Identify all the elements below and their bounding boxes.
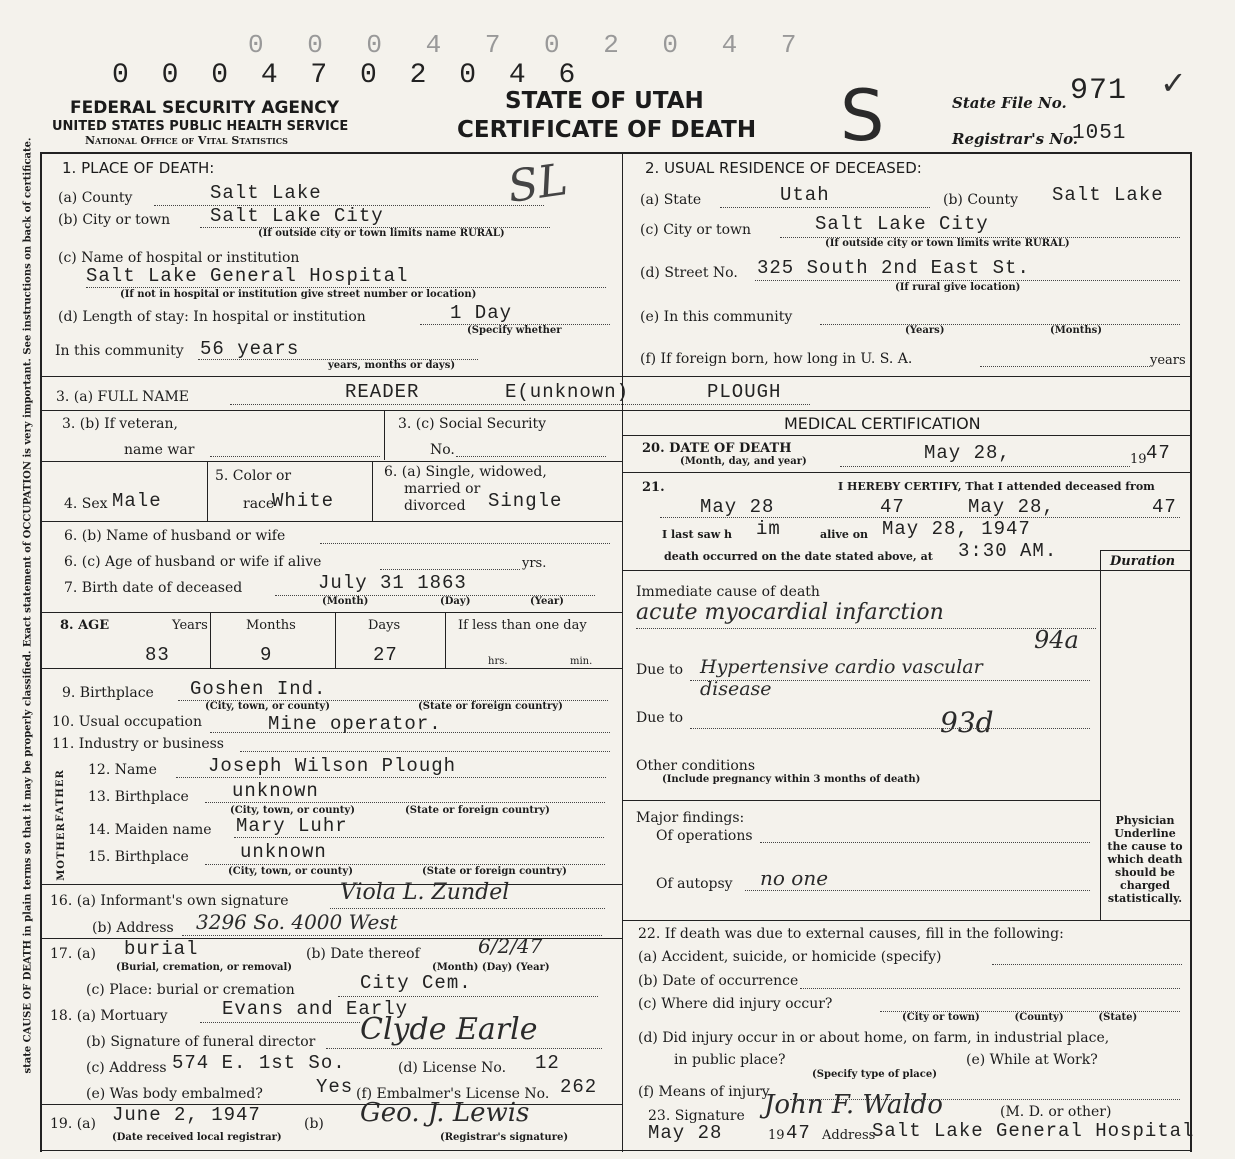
last-saw: im [756, 518, 781, 540]
first-name: READER [345, 381, 420, 403]
occurred-label: death occurred on the date stated above, at [664, 550, 933, 563]
min-unit: min. [570, 656, 593, 667]
birthplace: Goshen Ind. [190, 678, 327, 700]
duration-header: Duration [1110, 554, 1176, 569]
md-note: (M. D. or other) [1000, 1104, 1112, 1120]
frame-right [1190, 152, 1192, 1152]
color-label: 5. Color or [215, 468, 292, 484]
attended-from: May 28 [700, 496, 775, 518]
state-file-label: State File No. [952, 94, 1067, 112]
res-city-label: (c) City or town [640, 222, 752, 238]
certify-statement: I HEREBY CERTIFY, That I attended deceased from [838, 480, 1155, 493]
embalmer-license: 262 [560, 1076, 598, 1098]
years-header: Years [172, 618, 208, 633]
attended-to: May 28, [968, 496, 1055, 518]
marital-label: 6. (a) Single, widowed, [384, 464, 547, 480]
informant-address: 3296 So. 4000 West [196, 910, 398, 934]
ext-type-note: (Specify type of place) [812, 1069, 937, 1080]
res-months-note: (Months) [1050, 325, 1102, 336]
hospital-note: (If not in hospital or institution give street number or location) [120, 289, 477, 300]
burial-label: 17. (a) [50, 946, 96, 962]
ss-label: 3. (c) Social Security [398, 416, 547, 432]
date-received: June 2, 1947 [112, 1104, 261, 1126]
ext-means-label: (f) Means of injury [638, 1084, 770, 1100]
father-note-state: (State or foreign country) [405, 805, 550, 816]
signature-date: May 28 [648, 1122, 723, 1144]
time-of-death: 3:30 AM. [958, 540, 1058, 562]
mother-birthplace: unknown [240, 841, 327, 863]
marital-status: Single [488, 490, 563, 512]
middle-name: E(unknown) [505, 381, 630, 403]
birthplace-label: 9. Birthplace [62, 685, 154, 701]
burial-date: 6/2/47 [478, 934, 543, 958]
ext-public-label: in public place? [674, 1052, 786, 1068]
city-note: (If outside city or town limits name RURAL) [258, 228, 505, 239]
sig-year-prefix: 19 [768, 1128, 785, 1143]
marital-label-2: married or [404, 481, 481, 497]
physician-signature: John F. Waldo [764, 1090, 943, 1120]
mother-side-label: MOTHER [55, 822, 67, 881]
age-years: 83 [145, 644, 170, 666]
veteran-label: 3. (b) If veteran, [62, 416, 178, 432]
res-community-label: (e) In this community [640, 309, 793, 325]
ext-date-label: (b) Date of occurrence [638, 973, 799, 989]
other-conditions-label: Other conditions [636, 758, 756, 774]
res-street: 325 South 2nd East St. [757, 257, 1030, 279]
res-street-label: (d) Street No. [640, 265, 738, 281]
death-county: Salt Lake [210, 182, 322, 204]
father-name-label: 12. Name [88, 762, 157, 778]
physician-sig-label: 23. Signature [648, 1108, 745, 1124]
stamp-mark: SL [504, 154, 571, 213]
foreign-years: years [1150, 353, 1186, 368]
state-title: STATE OF UTAH [505, 88, 704, 114]
director-label: (b) Signature of funeral director [86, 1034, 316, 1050]
county-label: (a) County [58, 190, 133, 206]
res-county-label: (b) County [943, 192, 1019, 208]
age-months: 9 [260, 644, 273, 666]
certify-number: 21. [642, 480, 665, 495]
father-birthplace: unknown [232, 780, 319, 802]
res-county: Salt Lake [1052, 184, 1164, 206]
embalmed: Yes [316, 1076, 354, 1098]
physician-note: Physician Underline the cause to which death should be charged statistically. [1107, 814, 1183, 905]
state-file-number: 971 [1070, 74, 1128, 108]
center-divider [622, 152, 623, 1152]
registrar-signature: Geo. J. Lewis [360, 1098, 530, 1128]
year-note: (Year) [530, 596, 564, 607]
mortuary-address: 574 E. 1st So. [172, 1052, 346, 1074]
mother-name-label: 14. Maiden name [88, 822, 212, 838]
residence-title: 2. USUAL RESIDENCE OF DECEASED: [645, 159, 922, 177]
res-years-note: (Years) [905, 325, 945, 336]
burial-date-label: (b) Date thereof [306, 946, 420, 962]
bp-note-state: (State or foreign country) [418, 701, 563, 712]
res-state: Utah [780, 184, 830, 206]
certificate-number: 0 0 0 4 7 0 2 0 4 6 [112, 60, 584, 91]
office-name: National Office of Vital Statistics [85, 134, 288, 147]
alive-on-label: alive on [820, 528, 869, 541]
other-conditions-note: (Include pregnancy within 3 months of death) [662, 774, 921, 785]
burial-place: City Cem. [360, 972, 472, 994]
due-to-label-1: Due to [636, 662, 684, 678]
day-note: (Day) [440, 596, 471, 607]
received-label: 19. (a) [50, 1116, 96, 1132]
medical-cert-title: MEDICAL CERTIFICATION [784, 414, 981, 433]
full-name-label: 3. (a) FULL NAME [56, 389, 189, 405]
bp-note-city: (City, town, or county) [205, 701, 330, 712]
month-note: (Month) [322, 596, 369, 607]
race: White [272, 490, 335, 512]
major-findings-label: Major findings: [636, 810, 745, 826]
age-label: 8. AGE [60, 618, 110, 633]
informant-address-label: (b) Address [92, 920, 174, 936]
informant-signature: Viola L. Zundel [340, 880, 510, 905]
community-label: In this community [55, 343, 184, 359]
dod-note: (Month, day, and year) [680, 456, 807, 467]
hospital-label: (c) Name of hospital or institution [58, 250, 300, 266]
cause-code-2: 93d [940, 706, 994, 739]
hospital-name: Salt Lake General Hospital [86, 265, 409, 287]
date-of-death: May 28, [924, 442, 1011, 464]
death-city: Salt Lake City [210, 205, 384, 227]
war-label: name war [124, 442, 195, 458]
disposition: burial [124, 938, 199, 960]
city-label: (b) City or town [58, 212, 171, 228]
name-top-line [40, 376, 1190, 377]
certificate-title: CERTIFICATE OF DEATH [457, 117, 757, 143]
stay-note: (Specify whether [467, 325, 562, 336]
signature-year: 47 [786, 1122, 811, 1144]
father-bp-label: 13. Birthplace [88, 789, 189, 805]
res-city-note: (If outside city or town limits write RURAL) [825, 238, 1070, 249]
received-note: (Date received local registrar) [112, 1132, 282, 1143]
res-city: Salt Lake City [815, 213, 989, 235]
hrs-unit: hrs. [488, 656, 508, 667]
stay-label: (d) Length of stay: In hospital or institution [58, 309, 366, 325]
birth-date-label: 7. Birth date of deceased [64, 580, 243, 596]
embalmed-label: (e) Was body embalmed? [86, 1086, 263, 1102]
industry-label: 11. Industry or business [52, 736, 224, 752]
dod-label: 20. DATE OF DEATH [642, 441, 792, 456]
due-to-label-2: Due to [636, 710, 684, 726]
mortuary-label: 18. (a) Mortuary [50, 1008, 168, 1024]
community-length: 56 years [200, 338, 300, 360]
yrs-unit: yrs. [522, 556, 547, 571]
place-of-death-title: 1. PLACE OF DEATH: [62, 159, 215, 177]
sex: Male [112, 490, 162, 512]
ext-work-label: (e) While at Work? [966, 1052, 1098, 1068]
spouse-age-label: 6. (c) Age of husband or wife if alive [64, 554, 322, 570]
ext-accident-label: (a) Accident, suicide, or homicide (specify) [638, 949, 942, 965]
autopsy-label: Of autopsy [656, 876, 733, 892]
immediate-cause: acute myocardial infarction [636, 600, 944, 625]
mortuary: Evans and Early [222, 998, 409, 1020]
community-note: years, months or days) [328, 360, 456, 371]
mother-bp-label: 15. Birthplace [88, 849, 189, 865]
autopsy: no one [760, 866, 829, 890]
mother-note-city: (City, town, or county) [228, 866, 353, 877]
signature-address: Salt Lake General Hospital [872, 1120, 1195, 1142]
registrar-no-label: Registrar's No. [952, 130, 1079, 148]
less-than-day-header: If less than one day [458, 618, 587, 633]
ext-where-notes: (City or town) (County) (State) [902, 1012, 1138, 1023]
stay-length: 1 Day [450, 302, 513, 324]
res-street-note: (If rural give location) [895, 282, 1021, 293]
frame-left [40, 152, 42, 1152]
director-signature: Clyde Earle [360, 1012, 538, 1047]
dod-year-prefix: 19 [1130, 452, 1147, 467]
agency-name: FEDERAL SECURITY AGENCY [70, 98, 340, 118]
ext-where-label: (c) Where did injury occur? [638, 996, 833, 1012]
registrar-number: 1051 [1072, 122, 1127, 145]
father-side-label: FATHER [54, 769, 66, 822]
license-number: 12 [535, 1052, 560, 1074]
cause-code-1: 94a [1034, 626, 1079, 654]
registrar-sig-note: (Registrar's signature) [440, 1132, 569, 1143]
last-name: PLOUGH [707, 381, 782, 403]
age-days: 27 [373, 644, 398, 666]
mortuary-address-label: (c) Address [86, 1060, 167, 1076]
spouse-label: 6. (b) Name of husband or wife [64, 528, 286, 544]
mother-name: Mary Luhr [236, 815, 348, 837]
race-label: race [243, 496, 275, 512]
due-to-cause-1: Hypertensive cardio vascular disease [700, 656, 983, 700]
birth-date: July 31 1863 [318, 572, 467, 594]
mother-note-state: (State or foreign country) [422, 866, 567, 877]
days-header: Days [368, 618, 401, 633]
last-alive-date: May 28, 1947 [882, 518, 1031, 540]
frame-top [40, 152, 1190, 154]
service-name: UNITED STATES PUBLIC HEALTH SERVICE [52, 119, 349, 134]
sex-label: 4. Sex [64, 496, 108, 512]
occupation: Mine operator. [268, 713, 442, 735]
months-header: Months [246, 618, 296, 633]
faint-top-number: 0 0 0 4 7 0 2 0 4 7 [248, 30, 811, 60]
ss-no: No. [430, 442, 455, 458]
registrar-sig-label: (b) [304, 1116, 324, 1132]
operations-label: Of operations [656, 828, 753, 844]
license-label: (d) License No. [398, 1060, 507, 1076]
side-instructions: state CAUSE OF DEATH in plain terms so that it may be properly classified. Exact statement of OCCUPATION is very important. See instructions on back of certificate. [22, 137, 34, 1074]
marital-label-3: divorced [404, 498, 466, 514]
burial-note: (Burial, cremation, or removal) [116, 962, 292, 973]
occupation-label: 10. Usual occupation [52, 714, 202, 730]
father-note-city: (City, town, or county) [230, 805, 355, 816]
attended-from-year: 47 [880, 496, 905, 518]
foreign-label: (f) If foreign born, how long in U. S. A. [640, 351, 913, 367]
immediate-cause-label: Immediate cause of death [636, 584, 820, 600]
ext-place-label: (d) Did injury occur in or about home, on farm, in industrial place, [638, 1030, 1110, 1046]
embalmer-license-label: (f) Embalmer's License No. [356, 1086, 550, 1102]
burial-date-note: (Month) (Day) (Year) [432, 962, 550, 973]
res-state-label: (a) State [640, 192, 702, 208]
burial-place-label: (c) Place: burial or cremation [86, 982, 295, 998]
father-name: Joseph Wilson Plough [208, 755, 457, 777]
informant-label: 16. (a) Informant's own signature [50, 893, 289, 909]
handwritten-s-mark: S [840, 75, 885, 157]
last-saw-label: I last saw h [662, 528, 733, 541]
attended-to-year: 47 [1152, 496, 1177, 518]
sig-address-label: Address [822, 1128, 876, 1143]
check-mark-icon: ✓ [1160, 64, 1187, 102]
dod-year: 47 [1146, 442, 1171, 464]
external-causes-title: 22. If death was due to external causes, fill in the following: [638, 926, 1064, 942]
